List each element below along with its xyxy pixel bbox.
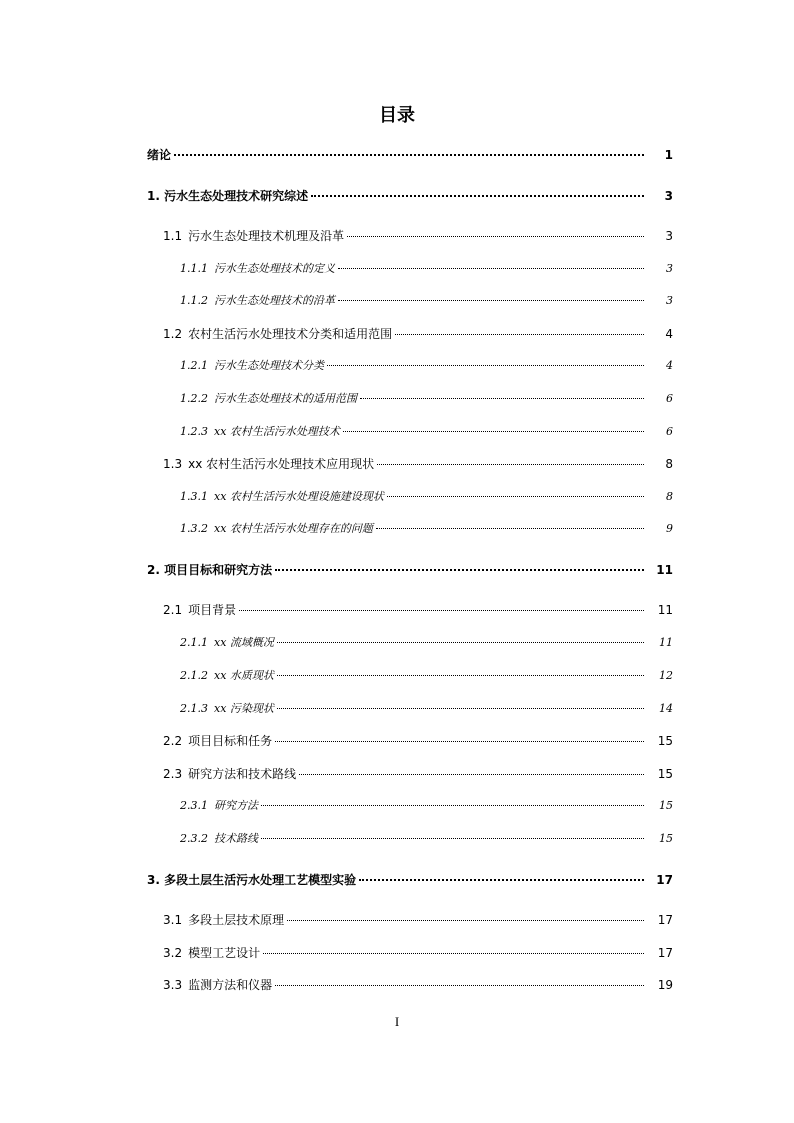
toc-entry-title bbox=[180, 700, 274, 716]
toc-page-number: 8 bbox=[666, 490, 673, 503]
toc-entry-text: 多段土层生活污水处理工艺模型实验 bbox=[164, 873, 357, 887]
toc-page-number: 17 bbox=[656, 873, 673, 887]
toc-page-number: 3 bbox=[666, 262, 673, 275]
toc-entry-text: 污水生态处理技术的沿革 bbox=[214, 294, 335, 307]
toc-page-number: 6 bbox=[666, 425, 673, 438]
toc-entry-intro[interactable] bbox=[147, 146, 673, 163]
toc-entry-title bbox=[163, 765, 296, 782]
toc-entry-number: 2.3.1 bbox=[180, 799, 208, 812]
toc-entry-title bbox=[163, 601, 236, 618]
page-title: 目录 bbox=[379, 105, 415, 126]
toc-entry-number: 1. bbox=[147, 189, 160, 203]
toc-entry-2-3[interactable] bbox=[163, 765, 673, 782]
toc-entry-title bbox=[147, 187, 308, 204]
dot-leader bbox=[261, 805, 644, 806]
dot-leader bbox=[239, 610, 644, 611]
toc-entry-text: xx 农村生活污水处理存在的问题 bbox=[214, 522, 373, 535]
toc-entry-text: 模型工艺设计 bbox=[188, 946, 261, 960]
toc-entry-1-3-1[interactable] bbox=[180, 488, 673, 504]
toc-page-number: 3 bbox=[666, 294, 673, 307]
toc-page-number: 11 bbox=[656, 563, 673, 577]
dot-leader bbox=[338, 300, 644, 301]
toc-entry-number: 3.2 bbox=[163, 946, 183, 960]
toc-entry-text: xx 农村生活污水处理技术应用现状 bbox=[188, 457, 375, 471]
dot-leader bbox=[395, 334, 644, 335]
dot-leader bbox=[275, 741, 644, 742]
toc-entry-number: 1.3 bbox=[163, 457, 183, 471]
toc-entry-2-1-2[interactable] bbox=[180, 667, 673, 683]
toc-entry-text: 污水生态处理技术的适用范围 bbox=[214, 392, 357, 405]
toc-entry-3-1[interactable] bbox=[163, 911, 673, 928]
toc-entry-number: 1.2.2 bbox=[180, 392, 208, 405]
toc-entry-title bbox=[163, 911, 284, 928]
toc-entry-chapter-3[interactable] bbox=[147, 871, 673, 888]
dot-leader bbox=[275, 569, 644, 571]
toc-entry-number: 2.1.3 bbox=[180, 702, 208, 715]
toc-page-number: 11 bbox=[659, 636, 673, 649]
toc-entry-number: 3. bbox=[147, 873, 160, 887]
toc-entry-number: 1.2.1 bbox=[180, 359, 208, 372]
toc-entry-1-3[interactable] bbox=[163, 455, 673, 472]
toc-page-number: 15 bbox=[657, 767, 673, 781]
toc-page-number: 15 bbox=[659, 832, 673, 845]
toc-page-number: 17 bbox=[657, 913, 673, 927]
toc-entry-number: 1.3.2 bbox=[180, 522, 208, 535]
toc-entry-title bbox=[163, 732, 272, 749]
toc-entry-title bbox=[163, 976, 272, 993]
toc-page-number: 15 bbox=[657, 734, 673, 748]
toc-entry-chapter-2[interactable] bbox=[147, 561, 673, 578]
toc-entry-2-3-1[interactable] bbox=[180, 797, 673, 813]
toc-entry-text: xx 流域概况 bbox=[214, 636, 274, 649]
toc-entry-2-2[interactable] bbox=[163, 732, 673, 749]
toc-entry-title bbox=[180, 357, 324, 373]
toc-page-number: 17 bbox=[657, 946, 673, 960]
toc-entry-text: xx 污染现状 bbox=[214, 702, 274, 715]
toc-page-number: 11 bbox=[657, 603, 673, 617]
toc-entry-text: xx 农村生活污水处理技术 bbox=[214, 425, 340, 438]
toc-page-number: 3 bbox=[664, 189, 673, 203]
toc-entry-text: 监测方法和仪器 bbox=[188, 978, 273, 992]
toc-entry-number: 1.1.2 bbox=[180, 294, 208, 307]
toc-entry-title bbox=[147, 561, 272, 578]
toc-entry-text: 多段土层技术原理 bbox=[188, 913, 285, 927]
toc-entry-number: 2.3.2 bbox=[180, 832, 208, 845]
toc-page-number: 1 bbox=[664, 148, 673, 162]
toc-entry-2-3-2[interactable] bbox=[180, 830, 673, 846]
toc-entry-title bbox=[180, 667, 274, 683]
toc-entry-number: 1.2.3 bbox=[180, 425, 208, 438]
toc-entry-1-1-1[interactable] bbox=[180, 260, 673, 276]
dot-leader bbox=[277, 642, 644, 643]
toc-entry-3-3[interactable] bbox=[163, 976, 673, 993]
toc-entry-text: 污水生态处理技术研究综述 bbox=[164, 189, 309, 203]
toc-entry-text: 技术路线 bbox=[214, 832, 258, 845]
toc-entry-title bbox=[163, 325, 392, 342]
dot-leader bbox=[261, 838, 644, 839]
toc-entry-title bbox=[180, 390, 357, 406]
toc-entry-number: 2.2 bbox=[163, 734, 183, 748]
dot-leader bbox=[387, 496, 644, 497]
toc-page-number: 15 bbox=[659, 799, 673, 812]
toc-entry-number: 1.3.1 bbox=[180, 490, 208, 503]
toc-page-number: 3 bbox=[665, 229, 673, 243]
toc-entry-2-1[interactable] bbox=[163, 601, 673, 618]
toc-entry-number: 2.1.2 bbox=[180, 669, 208, 682]
toc-entry-title bbox=[180, 830, 258, 846]
toc-page-number: 9 bbox=[666, 522, 673, 535]
dot-leader bbox=[360, 398, 644, 399]
toc-entry-1-2-1[interactable] bbox=[180, 357, 673, 373]
dot-leader bbox=[277, 675, 644, 676]
toc-entry-1-2[interactable] bbox=[163, 325, 673, 342]
dot-leader bbox=[174, 154, 644, 156]
toc-entry-number: 3.1 bbox=[163, 913, 183, 927]
toc-entry-chapter-1[interactable] bbox=[147, 187, 673, 204]
toc-entry-number: 2.1.1 bbox=[180, 636, 208, 649]
toc-entry-number: 2.1 bbox=[163, 603, 183, 617]
toc-entry-title bbox=[180, 797, 258, 813]
dot-leader bbox=[376, 528, 644, 529]
toc-entry-title bbox=[180, 488, 384, 504]
dot-leader bbox=[287, 920, 644, 921]
toc-entry-2-1-3[interactable] bbox=[180, 700, 673, 716]
toc-entry-number: 1.2 bbox=[163, 327, 183, 341]
toc-page-number: 8 bbox=[665, 457, 673, 471]
toc-entry-text: xx 水质现状 bbox=[214, 669, 274, 682]
toc-entry-text: 项目目标和研究方法 bbox=[164, 563, 273, 577]
toc-entry-title bbox=[147, 871, 356, 888]
toc-page-number: 4 bbox=[666, 359, 673, 372]
toc-entry-title bbox=[163, 455, 374, 472]
toc-entry-text: 项目背景 bbox=[188, 603, 237, 617]
toc-entry-title bbox=[180, 260, 335, 276]
toc-entry-title bbox=[180, 292, 335, 308]
dot-leader bbox=[299, 774, 644, 775]
toc-page-number: 12 bbox=[659, 669, 673, 682]
toc-entry-title bbox=[180, 634, 274, 650]
dot-leader bbox=[338, 268, 644, 269]
dot-leader bbox=[377, 464, 644, 465]
dot-leader bbox=[311, 195, 644, 197]
toc-entry-number: 3.3 bbox=[163, 978, 183, 992]
toc-entry-title bbox=[180, 423, 340, 439]
toc-page-number: 19 bbox=[657, 978, 673, 992]
toc-entry-text: 污水生态处理技术的定义 bbox=[214, 262, 335, 275]
toc-entry-1-1[interactable] bbox=[163, 227, 673, 244]
page-number-footer: I bbox=[394, 1014, 400, 1029]
toc-entry-text: 污水生态处理技术机理及沿革 bbox=[188, 229, 345, 243]
toc-entry-number: 2.3 bbox=[163, 767, 183, 781]
toc-entry-number: 1.1.1 bbox=[180, 262, 208, 275]
toc-entry-1-2-2[interactable] bbox=[180, 390, 673, 406]
dot-leader bbox=[343, 431, 644, 432]
dot-leader bbox=[359, 879, 644, 881]
toc-entry-number: 2. bbox=[147, 563, 160, 577]
toc-page-number: 14 bbox=[659, 702, 673, 715]
toc-entry-number: 1.1 bbox=[163, 229, 183, 243]
toc-entry-3-2[interactable] bbox=[163, 944, 673, 961]
toc-entry-1-3-2[interactable] bbox=[180, 520, 673, 536]
toc-entry-title bbox=[180, 520, 373, 536]
dot-leader bbox=[347, 236, 644, 237]
dot-leader bbox=[327, 365, 644, 366]
toc-page-number: 6 bbox=[666, 392, 673, 405]
toc-entry-text: xx 农村生活污水处理设施建设现状 bbox=[214, 490, 384, 503]
toc-entry-text: 项目目标和任务 bbox=[188, 734, 273, 748]
dot-leader bbox=[275, 985, 644, 986]
toc-entry-2-1-1[interactable] bbox=[180, 634, 673, 650]
toc-entry-title bbox=[163, 944, 260, 961]
toc-entry-text: 绪论 bbox=[147, 148, 172, 162]
toc-entry-1-1-2[interactable] bbox=[180, 292, 673, 308]
dot-leader bbox=[263, 953, 644, 954]
toc-entry-text: 研究方法和技术路线 bbox=[188, 767, 297, 781]
toc-page-number: 4 bbox=[665, 327, 673, 341]
dot-leader bbox=[277, 708, 644, 709]
toc-entry-title bbox=[163, 227, 344, 244]
toc-entry-text: 农村生活污水处理技术分类和适用范围 bbox=[188, 327, 393, 341]
toc-entry-text: 污水生态处理技术分类 bbox=[214, 359, 324, 372]
toc-entry-text: 研究方法 bbox=[214, 799, 258, 812]
toc-entry-1-2-3[interactable] bbox=[180, 423, 673, 439]
